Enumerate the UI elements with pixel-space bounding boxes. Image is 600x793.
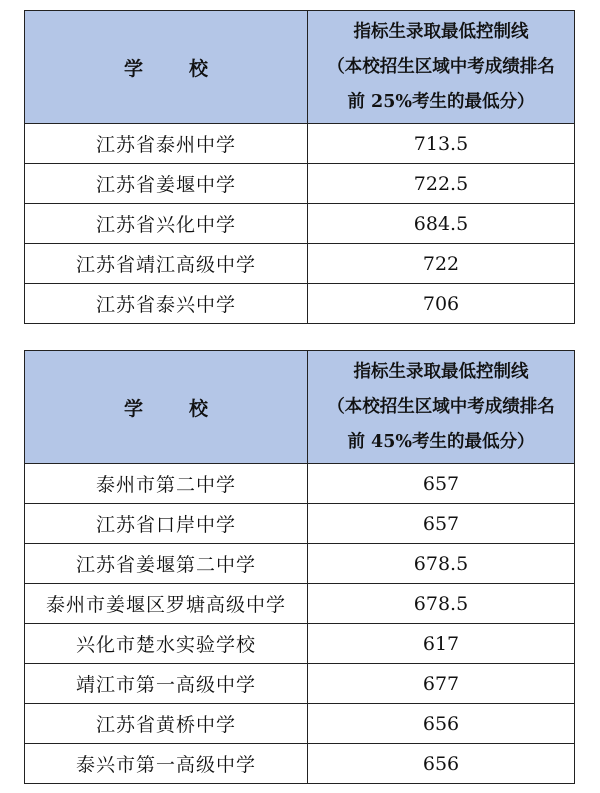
rule-line-1: 指标生录取最低控制线: [353, 361, 529, 382]
min-score: 722: [308, 244, 575, 284]
min-score: 657: [308, 504, 575, 544]
table-row: [25, 584, 575, 624]
min-score: 617: [308, 624, 575, 664]
min-score: 657: [308, 464, 575, 504]
min-score: 656: [308, 744, 575, 784]
school-name: 江苏省口岸中学: [25, 504, 308, 544]
min-score: 677: [308, 664, 575, 704]
score-table-25-percent: [24, 10, 575, 324]
school-column-header: [25, 351, 308, 464]
school-name: 江苏省泰兴中学: [25, 284, 308, 324]
score-table-45-percent: [24, 350, 575, 784]
table-row: [25, 284, 575, 324]
table-row: [25, 704, 575, 744]
school-name: 兴化市楚水实验学校: [25, 624, 308, 664]
table-header: [25, 351, 575, 464]
school-name: 泰州市姜堰区罗塘高级中学: [25, 584, 308, 624]
school-name: 靖江市第一高级中学: [25, 664, 308, 704]
school-header-char-2: 校: [189, 57, 209, 80]
school-name: 泰州市第二中学: [25, 464, 308, 504]
table-row: [25, 624, 575, 664]
min-score: 722.5: [308, 164, 575, 204]
table-row: [25, 744, 575, 784]
school-header-char-2: 校: [189, 397, 209, 420]
table-row: [25, 244, 575, 284]
table-row: [25, 464, 575, 504]
min-score: 713.5: [308, 124, 575, 164]
score-column-header: [308, 11, 575, 124]
rule-line-2: （本校招生区域中考成绩排名: [327, 56, 555, 77]
table-row: [25, 164, 575, 204]
min-score: 656: [308, 704, 575, 744]
rule-line-3: 前 45%考生的最低分）: [347, 431, 535, 452]
table-row: [25, 204, 575, 244]
school-name: 江苏省泰州中学: [25, 124, 308, 164]
school-name: 江苏省姜堰中学: [25, 164, 308, 204]
table-row: [25, 544, 575, 584]
min-score: 678.5: [308, 544, 575, 584]
table-row: [25, 124, 575, 164]
table-row: [25, 664, 575, 704]
rule-line-3: 前 25%考生的最低分）: [347, 91, 535, 112]
table-row: [25, 504, 575, 544]
school-name: 泰兴市第一高级中学: [25, 744, 308, 784]
min-score: 706: [308, 284, 575, 324]
school-header-char-1: 学: [123, 57, 143, 80]
rule-line-2: （本校招生区域中考成绩排名: [327, 396, 555, 417]
table-header: [25, 11, 575, 124]
school-name: 江苏省靖江高级中学: [25, 244, 308, 284]
school-name: 江苏省姜堰第二中学: [25, 544, 308, 584]
school-name: 江苏省兴化中学: [25, 204, 308, 244]
school-column-header: [25, 11, 308, 124]
rule-line-1: 指标生录取最低控制线: [353, 21, 529, 42]
score-column-header: [308, 351, 575, 464]
school-header-char-1: 学: [123, 397, 143, 420]
min-score: 684.5: [308, 204, 575, 244]
min-score: 678.5: [308, 584, 575, 624]
school-name: 江苏省黄桥中学: [25, 704, 308, 744]
